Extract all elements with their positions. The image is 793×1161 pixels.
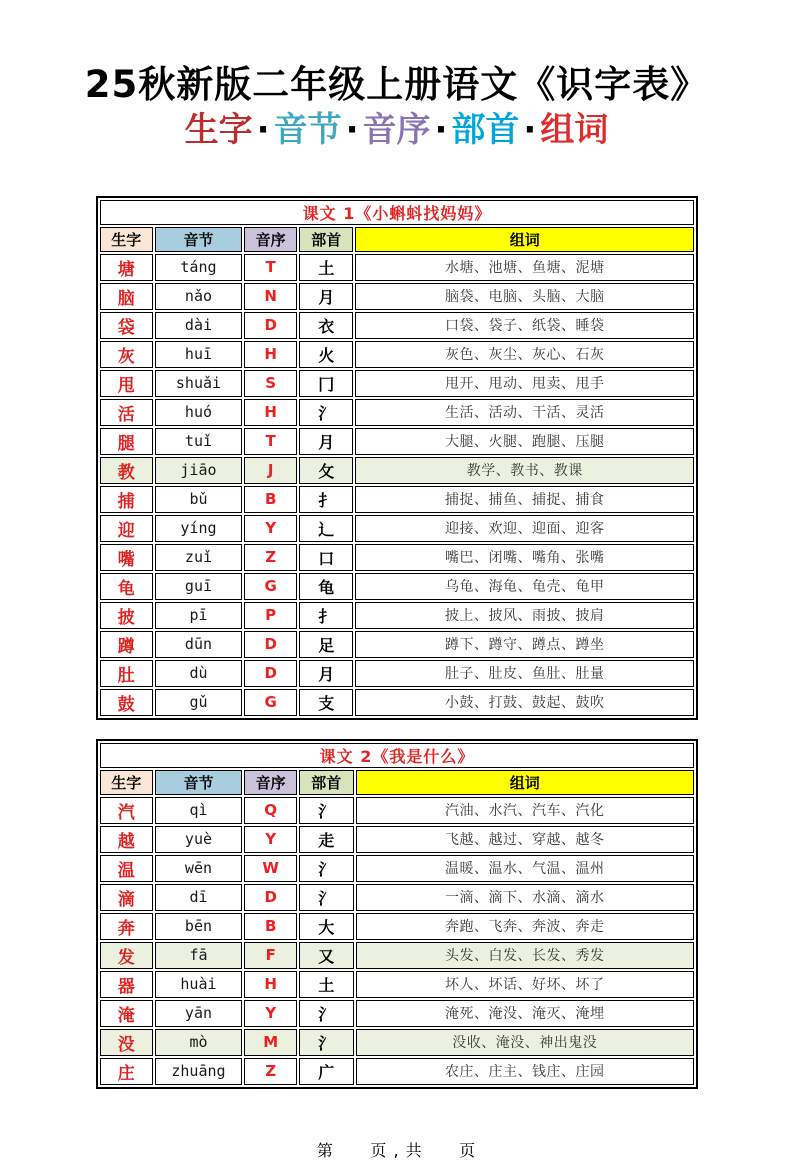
character-cell: 灰 (100, 341, 153, 368)
character-cell: 活 (100, 399, 153, 426)
character-cell: 淹 (100, 1000, 153, 1027)
subtitle-part: 音节 (273, 109, 342, 150)
pinyin-cell: gǔ (155, 689, 243, 716)
pinyin-cell: huī (155, 341, 243, 368)
character-cell: 袋 (100, 312, 153, 339)
character-cell: 越 (100, 826, 153, 853)
column-header-2: 音序 (244, 227, 297, 252)
word-group-cell: 口袋、袋子、纸袋、睡袋 (355, 312, 694, 339)
pinyin-cell: jiāo (155, 457, 243, 484)
table-row (100, 602, 694, 629)
word-group-cell: 温暖、温水、气温、温州 (356, 855, 695, 882)
word-group-cell: 蹲下、蹲守、蹲点、蹲坐 (355, 631, 694, 658)
radical-cell: 衣 (299, 312, 354, 339)
word-group-cell: 肚子、肚皮、鱼肚、肚量 (355, 660, 694, 687)
pinyin-cell: dù (155, 660, 243, 687)
subtitle-separator-dot: · (434, 109, 448, 150)
character-cell: 温 (100, 855, 153, 882)
character-cell: 器 (100, 971, 153, 998)
pinyin-cell: shuǎi (155, 370, 243, 397)
alphabet-order-cell: H (244, 399, 297, 426)
word-group-cell: 农庄、庄主、钱庄、庄园 (356, 1058, 695, 1085)
radical-cell: 土 (299, 971, 354, 998)
subtitle-separator-dot: · (345, 109, 359, 150)
pinyin-cell: dūn (155, 631, 243, 658)
column-header-3: 部首 (299, 770, 354, 795)
table-row (100, 689, 694, 716)
lesson-table-1 (96, 196, 698, 720)
alphabet-order-cell: Z (244, 544, 297, 571)
table-row (100, 942, 694, 969)
table-row (100, 515, 694, 542)
table-row (100, 283, 694, 310)
pinyin-cell: yuè (155, 826, 243, 853)
radical-cell: 扌 (299, 486, 354, 513)
radical-cell: 氵 (299, 855, 354, 882)
character-cell: 肚 (100, 660, 153, 687)
alphabet-order-cell: M (244, 1029, 297, 1056)
alphabet-order-cell: Y (244, 515, 297, 542)
column-header-1: 音节 (155, 770, 243, 795)
character-cell: 奔 (100, 913, 153, 940)
alphabet-order-cell: W (244, 855, 297, 882)
column-header-0: 生字 (100, 770, 153, 795)
radical-cell: 氵 (299, 884, 354, 911)
radical-cell: 大 (299, 913, 354, 940)
word-group-cell: 脑袋、电脑、头脑、大脑 (355, 283, 694, 310)
table-row (100, 457, 694, 484)
radical-cell: 攵 (299, 457, 354, 484)
column-header-2: 音序 (244, 770, 297, 795)
word-group-cell: 汽油、水汽、汽车、汽化 (356, 797, 695, 824)
table-row (100, 312, 694, 339)
alphabet-order-cell: T (244, 254, 297, 281)
tables-area (96, 196, 793, 1089)
character-cell: 塘 (100, 254, 153, 281)
alphabet-order-cell: Y (244, 826, 297, 853)
column-header-0: 生字 (100, 227, 153, 252)
pinyin-cell: huài (155, 971, 243, 998)
character-cell: 蹲 (100, 631, 153, 658)
alphabet-order-cell: B (244, 486, 297, 513)
alphabet-order-cell: D (244, 660, 297, 687)
subtitle-part: 生字 (184, 109, 253, 150)
pinyin-cell: fā (155, 942, 243, 969)
word-group-cell: 水塘、池塘、鱼塘、泥塘 (355, 254, 694, 281)
alphabet-order-cell: J (244, 457, 297, 484)
character-cell: 嘴 (100, 544, 153, 571)
word-group-cell: 捕捉、捕鱼、捕捉、捕食 (355, 486, 694, 513)
pinyin-cell: yān (155, 1000, 243, 1027)
radical-cell: 冂 (299, 370, 354, 397)
character-cell: 鼓 (100, 689, 153, 716)
page-footer: 第 页 , 共 页 (316, 1140, 477, 1160)
table-row (100, 913, 694, 940)
table-row (100, 544, 694, 571)
radical-cell: 辶 (299, 515, 354, 542)
character-cell: 滴 (100, 884, 153, 911)
radical-cell: 足 (299, 631, 354, 658)
word-group-cell: 披上、披风、雨披、披肩 (355, 602, 694, 629)
radical-cell: 氵 (299, 399, 354, 426)
radical-cell: 月 (299, 428, 354, 455)
column-header-4: 组词 (355, 227, 694, 252)
table-row (100, 428, 694, 455)
pinyin-cell: yíng (155, 515, 243, 542)
table-row (100, 1058, 694, 1085)
subtitle-part: 组词 (540, 109, 609, 150)
pinyin-cell: dī (155, 884, 243, 911)
word-group-cell: 乌龟、海龟、龟壳、龟甲 (355, 573, 694, 600)
table-row (100, 660, 694, 687)
radical-cell: 土 (299, 254, 354, 281)
pinyin-cell: huó (155, 399, 243, 426)
subtitle-part: 部首 (451, 109, 520, 150)
radical-cell: 氵 (299, 1000, 354, 1027)
word-group-cell: 甩开、甩动、甩卖、甩手 (355, 370, 694, 397)
alphabet-order-cell: S (244, 370, 297, 397)
alphabet-order-cell: D (244, 884, 297, 911)
pinyin-cell: tuǐ (155, 428, 243, 455)
alphabet-order-cell: F (244, 942, 297, 969)
radical-cell: 火 (299, 341, 354, 368)
subtitle-part: 音序 (362, 109, 431, 150)
word-group-cell: 一滴、滴下、水滴、滴水 (356, 884, 695, 911)
character-cell: 龟 (100, 573, 153, 600)
pinyin-cell: bēn (155, 913, 243, 940)
word-group-cell: 嘴巴、闭嘴、嘴角、张嘴 (355, 544, 694, 571)
word-group-cell: 灰色、灰尘、灰心、石灰 (355, 341, 694, 368)
pinyin-cell: táng (155, 254, 243, 281)
table-row (100, 797, 694, 824)
page-title: 25秋新版二年级上册语文《识字表》 (84, 63, 709, 106)
radical-cell: 扌 (299, 602, 354, 629)
pinyin-cell: dài (155, 312, 243, 339)
character-cell: 披 (100, 602, 153, 629)
lesson-table-2 (96, 739, 698, 1089)
pinyin-cell: zuǐ (155, 544, 243, 571)
character-cell: 发 (100, 942, 153, 969)
column-header-3: 部首 (299, 227, 354, 252)
word-group-cell: 没收、淹没、神出鬼没 (356, 1029, 695, 1056)
alphabet-order-cell: G (244, 573, 297, 600)
word-group-cell: 坏人、坏话、好坏、坏了 (356, 971, 695, 998)
character-cell: 甩 (100, 370, 153, 397)
alphabet-order-cell: Y (244, 1000, 297, 1027)
pinyin-cell: mò (155, 1029, 243, 1056)
table-row (100, 1029, 694, 1056)
radical-cell: 月 (299, 283, 354, 310)
radical-cell: 走 (299, 826, 354, 853)
radical-cell: 又 (299, 942, 354, 969)
table-row (100, 573, 694, 600)
alphabet-order-cell: H (244, 971, 297, 998)
word-group-cell: 大腿、火腿、跑腿、压腿 (355, 428, 694, 455)
word-group-cell: 教学、教书、教课 (355, 457, 694, 484)
alphabet-order-cell: N (244, 283, 297, 310)
character-cell: 腿 (100, 428, 153, 455)
pinyin-cell: nǎo (155, 283, 243, 310)
word-group-cell: 生活、活动、干活、灵活 (355, 399, 694, 426)
pinyin-cell: wēn (155, 855, 243, 882)
pinyin-cell: qì (155, 797, 243, 824)
radical-cell: 月 (299, 660, 354, 687)
character-cell: 脑 (100, 283, 153, 310)
alphabet-order-cell: Z (244, 1058, 297, 1085)
table-row (100, 826, 694, 853)
radical-cell: 广 (299, 1058, 354, 1085)
pinyin-cell: pī (155, 602, 243, 629)
column-header-4: 组词 (356, 770, 695, 795)
pinyin-cell: zhuāng (155, 1058, 243, 1085)
alphabet-order-cell: H (244, 341, 297, 368)
table-row (100, 884, 694, 911)
table-row (100, 1000, 694, 1027)
word-group-cell: 淹死、淹没、淹灭、淹埋 (356, 1000, 695, 1027)
character-cell: 庄 (100, 1058, 153, 1085)
character-cell: 迎 (100, 515, 153, 542)
lesson-title: 课文 2《我是什么》 (100, 743, 694, 768)
pinyin-cell: guī (155, 573, 243, 600)
page-subtitle (0, 109, 793, 150)
alphabet-order-cell: D (244, 631, 297, 658)
alphabet-order-cell: T (244, 428, 297, 455)
alphabet-order-cell: D (244, 312, 297, 339)
table-row (100, 971, 694, 998)
radical-cell: 氵 (299, 1029, 354, 1056)
column-header-1: 音节 (155, 227, 243, 252)
word-group-cell: 头发、白发、长发、秀发 (356, 942, 695, 969)
radical-cell: 口 (299, 544, 354, 571)
table-row (100, 370, 694, 397)
word-group-cell: 迎接、欢迎、迎面、迎客 (355, 515, 694, 542)
subtitle-separator-dot: · (256, 109, 270, 150)
table-row (100, 254, 694, 281)
table-row (100, 486, 694, 513)
radical-cell: 龟 (299, 573, 354, 600)
character-cell: 没 (100, 1029, 153, 1056)
character-cell: 捕 (100, 486, 153, 513)
subtitle-separator-dot: · (523, 109, 537, 150)
alphabet-order-cell: P (244, 602, 297, 629)
word-group-cell: 奔跑、飞奔、奔波、奔走 (356, 913, 695, 940)
radical-cell: 氵 (299, 797, 354, 824)
word-group-cell: 飞越、越过、穿越、越冬 (356, 826, 695, 853)
alphabet-order-cell: B (244, 913, 297, 940)
table-row (100, 341, 694, 368)
word-group-cell: 小鼓、打鼓、鼓起、鼓吹 (355, 689, 694, 716)
alphabet-order-cell: Q (244, 797, 297, 824)
alphabet-order-cell: G (244, 689, 297, 716)
character-cell: 汽 (100, 797, 153, 824)
table-row (100, 631, 694, 658)
pinyin-cell: bǔ (155, 486, 243, 513)
table-row (100, 855, 694, 882)
radical-cell: 支 (299, 689, 354, 716)
table-row (100, 399, 694, 426)
lesson-title: 课文 1《小蝌蚪找妈妈》 (100, 200, 694, 225)
character-cell: 教 (100, 457, 153, 484)
